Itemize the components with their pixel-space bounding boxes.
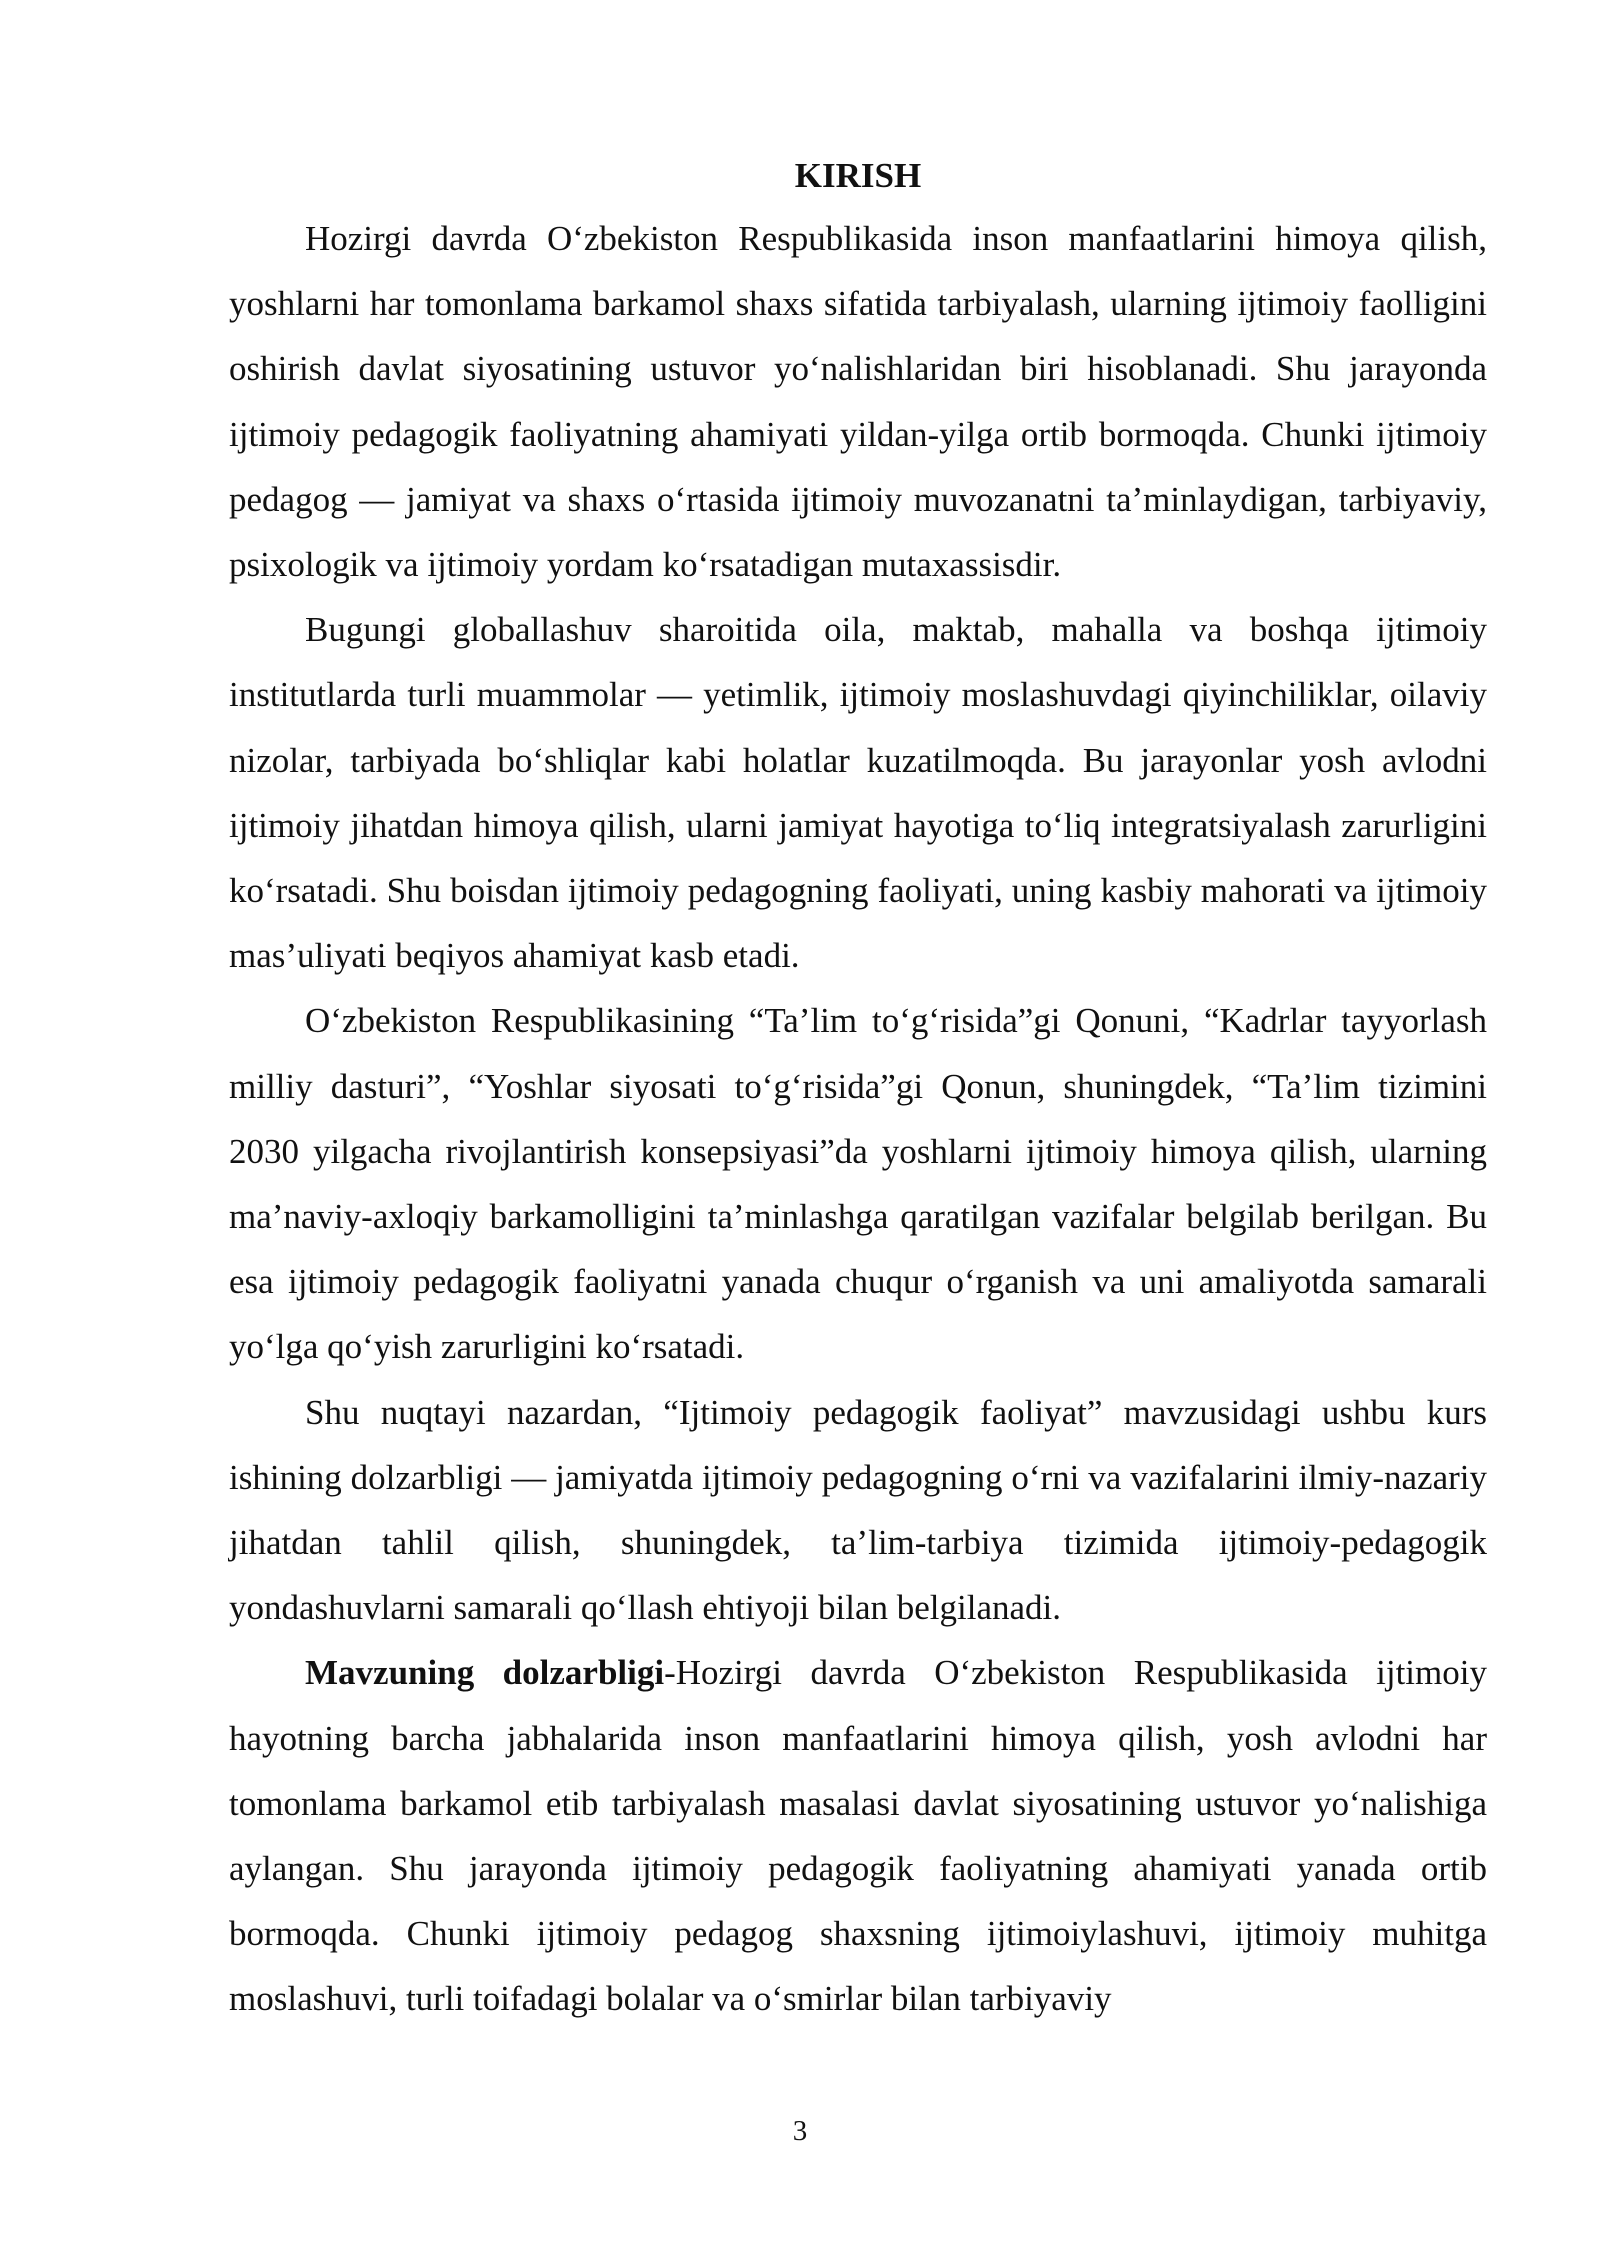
paragraph-3: O‘zbekiston Respublikasining “Ta’lim to‘g‘risida”gi Qonuni, “Kadrlar tayyorlash milliy dasturi”, “Yoshlar siyosati to‘g‘risida”gi Qonun, shuningdek, “Ta’lim tizimini 2030 yilgacha rivojlantirish konsepsiyasi”da yoshlarni ijtimoiy himoya qilish, ularning ma’naviy-axloqiy barkamolligini ta’minlashga qaratilgan vazifalar belgilab berilgan. Bu esa ijtimoiy pedagogik faoliyatni yanada chuqur o‘rganish va uni amaliyotda samarali yo‘lga qo‘yish zarurligini ko‘rsatadi. [229,1001,1487,1367]
document-page [229,148,1487,2032]
page-number: 3 [792,2115,808,2147]
section-heading: KIRISH [794,156,922,195]
paragraph-5-text: -Hozirgi davrda O‘zbekiston Respublikasida ijtimoiy hayotning barcha jabhalarida inson manfaatlarini himoya qilish, yosh avlodni har tomonlama barkamol etib tarbiyalash masalasi davlat siyosatining ustuvor yo‘nalishiga aylangan. Shu jarayonda ijtimoiy pedagogik faoliyatning ahamiyati yanada ortib bormoqda. Chunki ijtimoiy pedagog shaxsning ijtimoiylashuvi, ijtimoiy muhitga moslashuvi, turli toifadagi bolalar va o‘smirlar bilan tarbiyaviy [229,1653,1487,2019]
paragraph-4: Shu nuqtayi nazardan, “Ijtimoiy pedagogik faoliyat” mavzusidagi ushbu kurs ishining dolzarbligi — jamiyatda ijtimoiy pedagogning o‘rni va vazifalarini ilmiy-nazariy jihatdan tahlil qilish, shuningdek, ta’lim-tarbiya tizimida ijtimoiy-pedagogik yondashuvlarni samarali qo‘llash ehtiyoji bilan belgilanadi. [229,1392,1487,1628]
paragraph-1: Hozirgi davrda O‘zbekiston Respublikasida inson manfaatlarini himoya qilish, yoshlarni har tomonlama barkamol shaxs sifatida tarbiyalash, ularning ijtimoiy faolligini oshirish davlat siyosatining ustuvor yo‘nalishlaridan biri hisoblanadi. Shu jarayonda ijtimoiy pedagogik faoliyatning ahamiyati yildan-yilga ortib bormoqda. Chunki ijtimoiy pedagog — jamiyat va shaxs o‘rtasida ijtimoiy muvozanatni ta’minlaydigan, tarbiyaviy, psixologik va ijtimoiy yordam ko‘rsatadigan mutaxassisdir. [229,219,1487,585]
paragraph-lead-bold: Mavzuning dolzarbligi [305,1653,665,1693]
paragraph-2: Bugungi globallashuv sharoitida oila, maktab, mahalla va boshqa ijtimoiy institutlarda turli muammolar — yetimlik, ijtimoiy moslashuvdagi qiyinchiliklar, oilaviy nizolar, tarbiyada bo‘shliqlar kabi holatlar kuzatilmoqda. Bu jarayonlar yosh avlodni ijtimoiy jihatdan himoya qilish, ularni jamiyat hayotiga to‘liq integratsiyalash zarurligini ko‘rsatadi. Shu boisdan ijtimoiy pedagogning faoliyati, uning kasbiy mahorati va ijtimoiy mas’uliyati beqiyos ahamiyat kasb etadi. [229,610,1487,976]
paragraph-5 [229,1640,1487,2031]
